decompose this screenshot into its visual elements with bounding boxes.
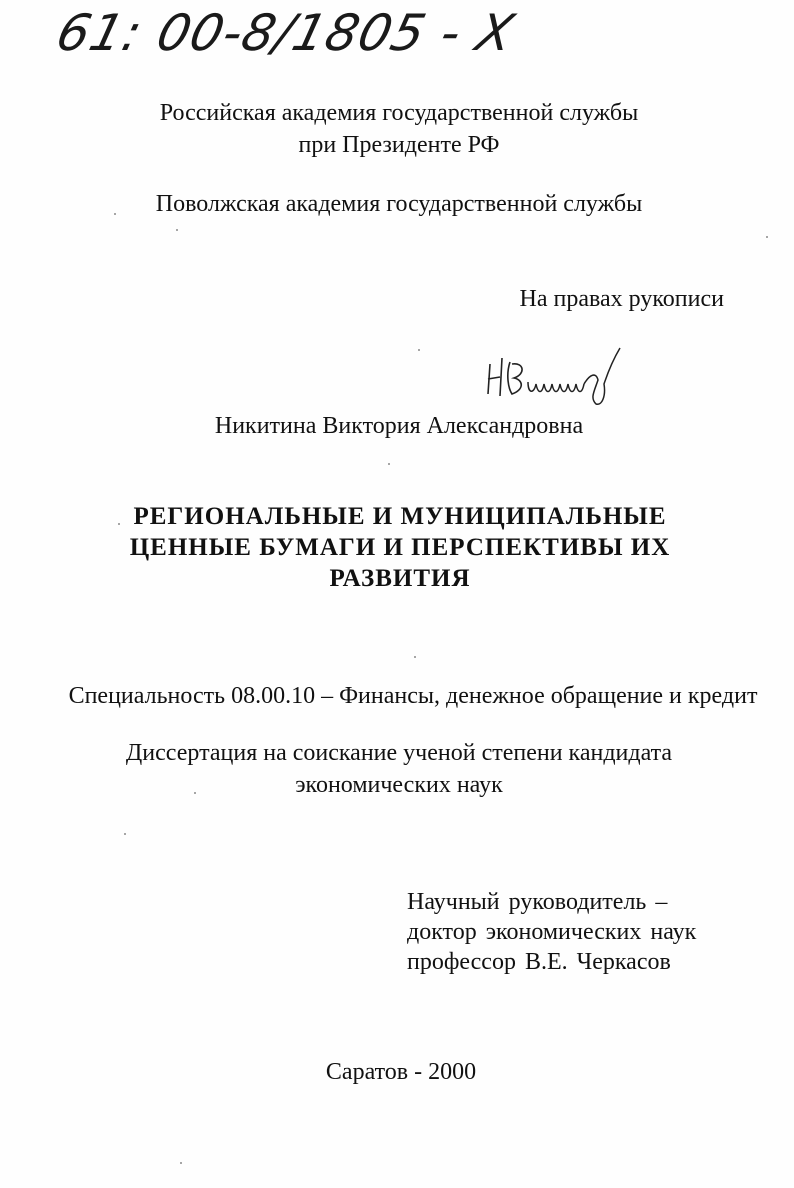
institution-subtitle: при Президенте РФ [298,132,500,158]
degree-statement [0,737,794,801]
signature-graphic [484,344,634,414]
scan-speck [114,213,116,215]
supervisor-name: профессор В.Е. Черкасов [407,949,671,975]
supervisor-block [407,887,696,977]
title-line: РЕГИОНАЛЬНЫЕ И МУНИЦИПАЛЬНЫЕ [133,503,667,530]
city-year: Саратов - 2000 [325,1059,477,1085]
institution-name: Российская академия государственной службы [159,100,639,126]
author-name: Никитина Виктория Александровна [214,413,584,439]
manuscript-rights: На правах рукописи [519,286,724,312]
scan-speck [766,236,768,238]
scan-speck [194,792,196,794]
title-line: РАЗВИТИЯ [329,565,471,592]
title-line: ЦЕННЫЕ БУМАГИ И ПЕРСПЕКТИВЫ ИХ [129,534,671,561]
degree-line: экономических наук [295,772,503,798]
specialty: Специальность 08.00.10 – Финансы, денежное обращение и кредит [68,683,758,709]
scan-speck [180,1162,182,1164]
institution-header [0,97,794,161]
scan-speck [176,229,178,231]
branch-name: Поволжская академия государственной службы [155,191,643,217]
degree-line: Диссертация на соискание ученой степени кандидата [125,740,673,766]
scan-speck [388,463,390,465]
scan-speck [124,833,126,835]
supervisor-degree: доктор экономических наук [407,919,697,945]
supervisor-role: Научный руководитель – [407,889,668,915]
scan-speck [118,523,120,525]
scan-speck [418,349,420,351]
scan-speck [414,656,416,658]
signature [484,344,634,419]
archive-code: 61: 00-8/1805 - X [50,4,521,62]
dissertation-title [100,501,700,594]
